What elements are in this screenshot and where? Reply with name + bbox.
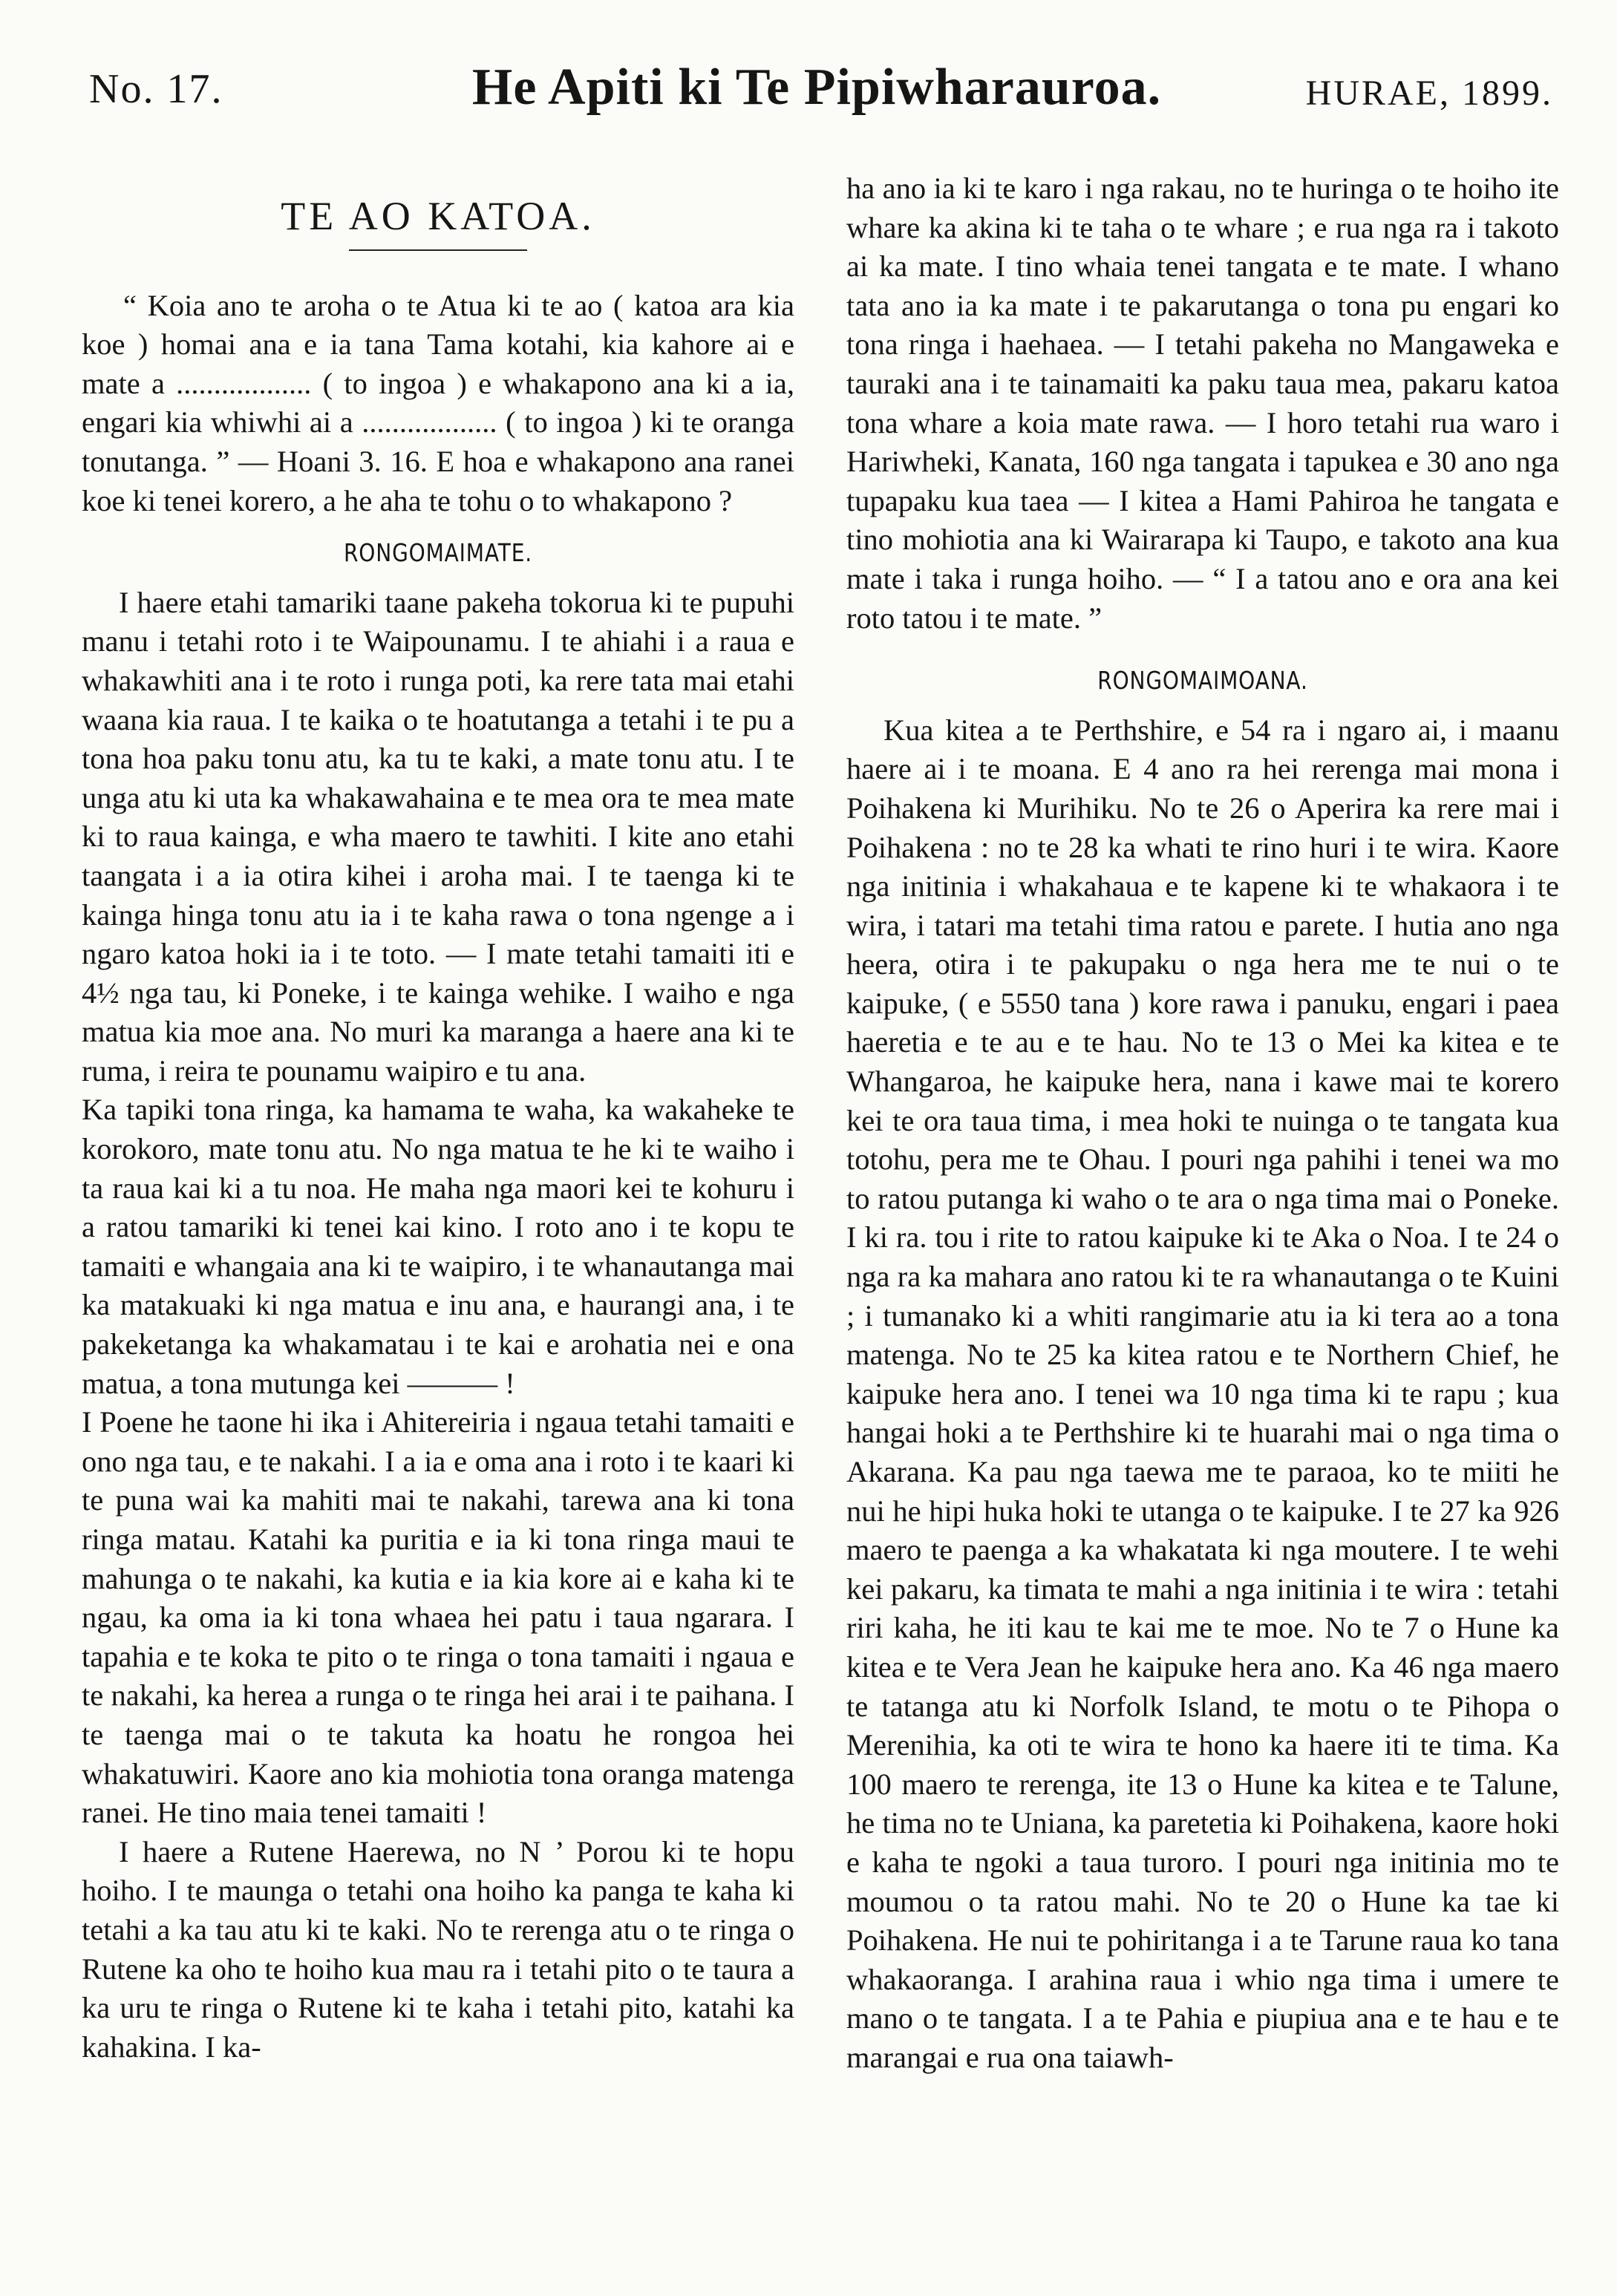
title-rule [349,249,527,251]
article-paragraph: Kua kitea a te Perthshire, e 54 ra i ngaro ai, i maanu haere ai i te moana. E 4 ano ra hei rerenga mai mona i Poihakena ki Murihiku. No te 26 o Aperira ka rere mai i Poihakena : no te 28 ka whati te rino huri i te wira. Kaore nga initinia i whakahaua e te kapene ki te whakaora i te wira, i tatari ma tetahi tima ratou e parete. I hutia ano nga heera, otira i te pakupaku o nga hera me te nui o te kaipuke, ( e 5550 tana ) kore rawa i panuku, engari i paea haeretia e te au e te hau. No te 13 o Mei ka kitea e te Whangaroa, he kaipuke hera, nana i kawe mai te korero kei te ora taua tima, i mea hoki te nuinga o te tangata kua totohu, pera me te Ohau. I pouri nga pahihi i tenei wa mo to ratou putanga ki waho o te ara o nga tima mai o Poneke. I ki ra. tou i rite to ratou kaipuke ki te Aka o Noa. I te 24 o nga ra ka mahara ano ratou ki te ra whanautanga o te Kuini ; i tumanako ki a whiti rangimarie atu ia ki tera ao a tona matenga. No te 25 ka kitea ratou e te Northern Chief, he kaipuke hera ano. I tenei wa 10 nga tima ki te rapu ; kua hangai hoki a te Perthshire ki te huarahi mai o nga tima o Akarana. Ka pau nga taewa me te paraoa, ko te miiti he nui he hipi huka hoki te utanga o te kaipuke. I te 27 ka 926 maero te paenga a ka whakatata ki nga moutere. I te wehi kei pakaru, ka timata te mahi a nga initinia i te wira : tetahi riri kaha, he iti kau te kai me te moe. No te 7 o Hune ka kitea e te Vera Jean he kaipuke hera ano. Ka 46 nga maero te tatanga atu ki Norfolk Island, te motu o te Pihopa o Merenihia, ka oti te wira te hono ka haere iti te tima. Ka 100 maero te rerenga, ite 13 o Hune ka kitea e te Talune, he tima no te Uniana, ka paretetia ki Poihakena, kaore hoki e kaha te ngoki a taua turoro. I pouri nga initinia mo te moumou o ta ratou mahi. No te 20 o Hune ka tae ki Poihakena. He nui te pohiritanga i a te Tarune raua ko tana whakaoranga. I arahina raua i whio nga tima i umere te mano o te tangata. I a te Pahia e piupiua ana e te hau e te marangai e rua ona taiawh- [846,713,1559,2074]
section-title: TE AO KATOA. [281,194,595,238]
left-column [82,167,794,2253]
article-paragraph: I Poene he taone hi ika i Ahitereiria i ngaua tetahi tamaiti e ono nga tau, e te nakahi. I a ia e oma ana i roto i te kaari ki te puna wai ka mahiti mai te nakahi, tarewa ana ki tona ringa matau. Katahi ka puritia e ia ki tona ringa maui te mahunga o te nakahi, ka kutia e ia kia kore ai e kaha ki te ngau, ka oma ia ki tona whaea hei patu i taua ngarara. I tapahia e te koka te pito o te ringa o tona tamaiti i ngaua e te nakahi, ka herea a runga o te ringa hei arai i te paihana. I te taenga mai o te takuta ka hoatu he rongoa hei whakatuwiri. Kaore ano kia mohiotia tona oranga matenga ranei. He tino maia tenei tamaiti ! [82,1405,794,1830]
article-paragraph: I haere etahi tamariki taane pakeha tokorua ki te pupuhi manu i tetahi roto i te Waipounamu. I te ahiahi i a raua e whakawhiti ana i te roto i runga poti, ka rere tata mai etahi waana kia raua. I te kaika o te hoatutanga a tetahi i te pu a tona hoa paku tonu atu, ka tu te kaki, a mate tonu atu. I te unga atu ki uta ka whakawahaina e te mea ora te mea mate ki to raua kainga, e wha maero te tawhiti. I kite ano etahi taangata i a ia otira kihei i aroha mai. I te taenga ki te kainga hinga tonu atu ia i te kaha rawa o tona ngenge a i ngaro katoa hoki ia i te toto. — I mate tetahi tamaiti iti e 4½ nga tau, ki Poneke, i te kainga wehike. I waiho e nga matua kia moe ana. No muri ka maranga a haere ana ki te ruma, i reira te pounamu waipiro e tu ana. [82,585,794,1088]
issue-number: No. 17. [89,66,223,112]
right-column [846,169,1559,2255]
scripture-quote: “ Koia ano te aroha o te Atua ki te ao ( katoa ara kia koe ) homai ana e ia tana Tama kotahi, kia kahore ai e mate a .................. ( to ingoa ) e whakapono ana ki a ia, engari kia whiwhi ai a .................. ( to ingoa ) ki te oranga tonutanga. ” — Hoani 3. 16. E hoa e whakapono ana ranei koe ki tenei korero, a he aha te tohu o to whakapono ? [82,288,794,517]
issue-date: HURAE, 1899. [1305,73,1553,113]
article-paragraph: I haere a Rutene Haerewa, no N ’ Porou ki te hopu hoiho. I te maunga o tetahi ona hoiho ka panga te kaha ki tetahi a ka tau atu ki te kaki. No te rerenga atu o te ringa o Rutene ka oho te hoiho kua mau ra i tetahi pito o te taura a ka uru te ringa o Rutene ki te kaha i tetahi pito, katahi ka kahakina. I ka- [82,1834,794,2064]
masthead-title: He Apiti ki Te Pipiwharauroa. [471,59,1162,116]
column-divider [820,167,821,2253]
article-paragraph: Ka tapiki tona ringa, ka hamama te waha, ka wakaheke te korokoro, mate tonu atu. No nga matua te he ki te waiho i ta raua kai ki a tu noa. He maha nga maori kei te kohuru i a ratou tamariki ki tenei kai kino. I roto ano i te kopu te tamaiti e whangaia ana ki te waipiro, i te whanautanga mai ka matakuaki ki nga matua e inu ana, e haurangi ana, i te pakeketanga ka whakamatau i te kai e arohatia nei e ona matua, a tona mutunga kei ——— ! [82,1093,794,1400]
article-paragraph: ha ano ia ki te karo i nga rakau, no te huringa o te hoiho ite whare ka akina ki te taha o te whare ; e rua nga ra i takoto ai ka mate. I tino whaia tenei tangata e te mate. I whano tata ano ia ka mate i te pakarutanga o tona pu engari ko tona ringa i haehaea. — I tetahi pakeha no Mangaweka e tauraki ana i te tainamaiti ka paku taua mea, pakaru katoa tona whare a koia mate rawa. — I horo tetahi rua waro i Hariwheki, Kanata, 160 nga tangata i tapukea e 30 ano nga tupapaku kua taea — I kitea a Hami Pahiroa he tangata e tino mohiotia ana ki Wairarapa ki Taupo, e takoto ana kua mate i taka i runga hoiho. — “ I a tatou ano e ora ana kei roto tatou i te mate. ” [846,171,1559,635]
subhead-rongomaimate: RONGOMAIMATE. [343,538,533,568]
subhead-rongomaimoana: RONGOMAIMOANA. [1097,666,1308,696]
page-header [82,58,1559,140]
